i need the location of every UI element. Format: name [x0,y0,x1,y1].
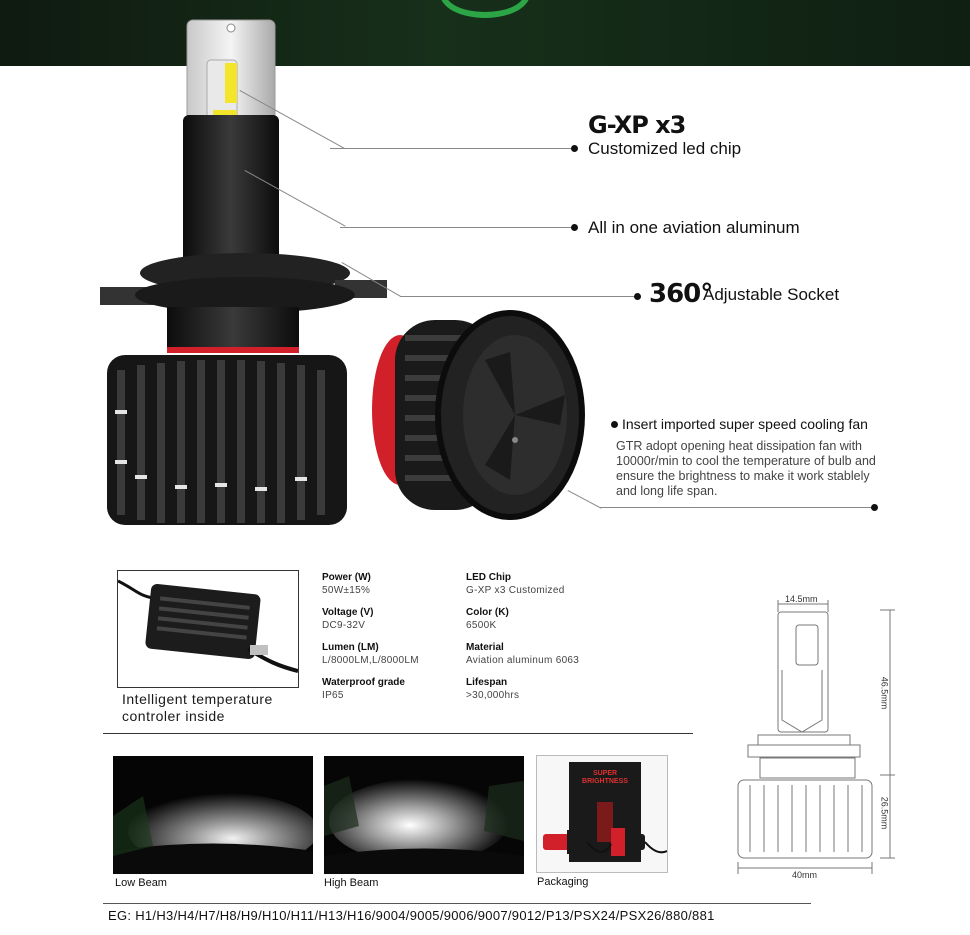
specs-right-column [466,572,579,712]
dimension-drawing [730,590,910,885]
spec-label: Material [466,642,504,653]
callout-dot [871,504,878,511]
spec-value: IP65 [322,690,344,701]
dim-base-width: 40mm [792,870,818,880]
callout-line-aluminum [340,227,574,228]
callout-dot [634,293,641,300]
spec-value: >30,000hrs [466,690,520,701]
chip-title: G-XP x3 [588,111,686,139]
spec-label: Lifespan [466,677,508,688]
box-text-brightness: BRIGHTNESS [582,778,628,785]
box-text-super: SUPER [592,770,618,777]
eg-prefix: EG: [108,908,132,923]
chip-subtitle: Customized led chip [588,139,742,158]
fan-description: GTR adopt opening heat dissipation fan with 10000r/min to cool the temperature of bulb and ensure the brightness to make it work stablely and long life span. [616,439,876,498]
low-beam-caption: Low Beam [115,877,167,889]
controller-caption-2: controler inside [122,708,225,724]
spec-label: Waterproof grade [322,677,405,688]
section-divider [103,733,693,734]
spec-led-chip [466,572,579,596]
spec-value: 50W±15% [322,585,371,596]
spec-power [322,572,419,596]
fan-title: Insert imported super speed cooling fan [622,416,868,432]
dim-top-width: 14.5mm [785,594,818,604]
controller-caption-1: Intelligent temperature [122,691,273,707]
spec-lumen [322,642,419,666]
controller-illustration [118,571,298,687]
compat-divider [103,903,811,904]
spec-color [466,607,579,631]
packaging-caption: Packaging [537,876,589,888]
callout-dot [571,224,578,231]
high-beam-caption: High Beam [324,877,379,889]
specs-left-column [322,572,419,712]
high-beam-photo [324,756,524,874]
spec-material [466,642,579,666]
eg-models: H1/H3/H4/H7/H8/H9/H10/H11/H13/H16/9004/9005/9006/9007/9012/P13/PSX24/PSX26/880/881 [135,908,715,923]
spec-label: Power (W) [322,572,371,583]
spec-value: Aviation aluminum 6063 [466,655,580,666]
callout-line-fan [600,507,874,508]
packaging-bulbs [537,816,668,871]
aluminum-text: All in one aviation aluminum [588,218,800,237]
packaging-photo [536,755,668,873]
spec-waterproof [322,677,419,701]
spec-label: LED Chip [466,572,511,583]
spec-label: Voltage (V) [322,607,374,618]
spec-lifespan [466,677,579,701]
spec-label: Lumen (LM) [322,642,379,653]
compatibility-list [108,908,715,923]
socket-text: Adjustable Socket [703,285,840,304]
fan-bullet [611,421,618,428]
spec-label: Color (K) [466,607,509,618]
spec-value: G-XP x3 Customized [466,585,565,596]
dim-lower-height: 26.5mm [879,796,890,830]
low-beam-photo [113,756,313,874]
spec-value: 6500K [466,620,497,631]
callout-dot [571,145,578,152]
controller-frame [117,570,299,688]
callout-line-socket [400,296,637,297]
callout-line-chip [330,148,574,149]
spec-value: L/8000LM,L/8000LM [322,655,419,666]
dim-upper-height: 46.5mm [879,676,890,710]
fan-bulb-illustration [360,300,590,530]
spec-value: DC9-32V [322,620,366,631]
spec-voltage [322,607,419,631]
socket-number: 360° [649,279,713,309]
